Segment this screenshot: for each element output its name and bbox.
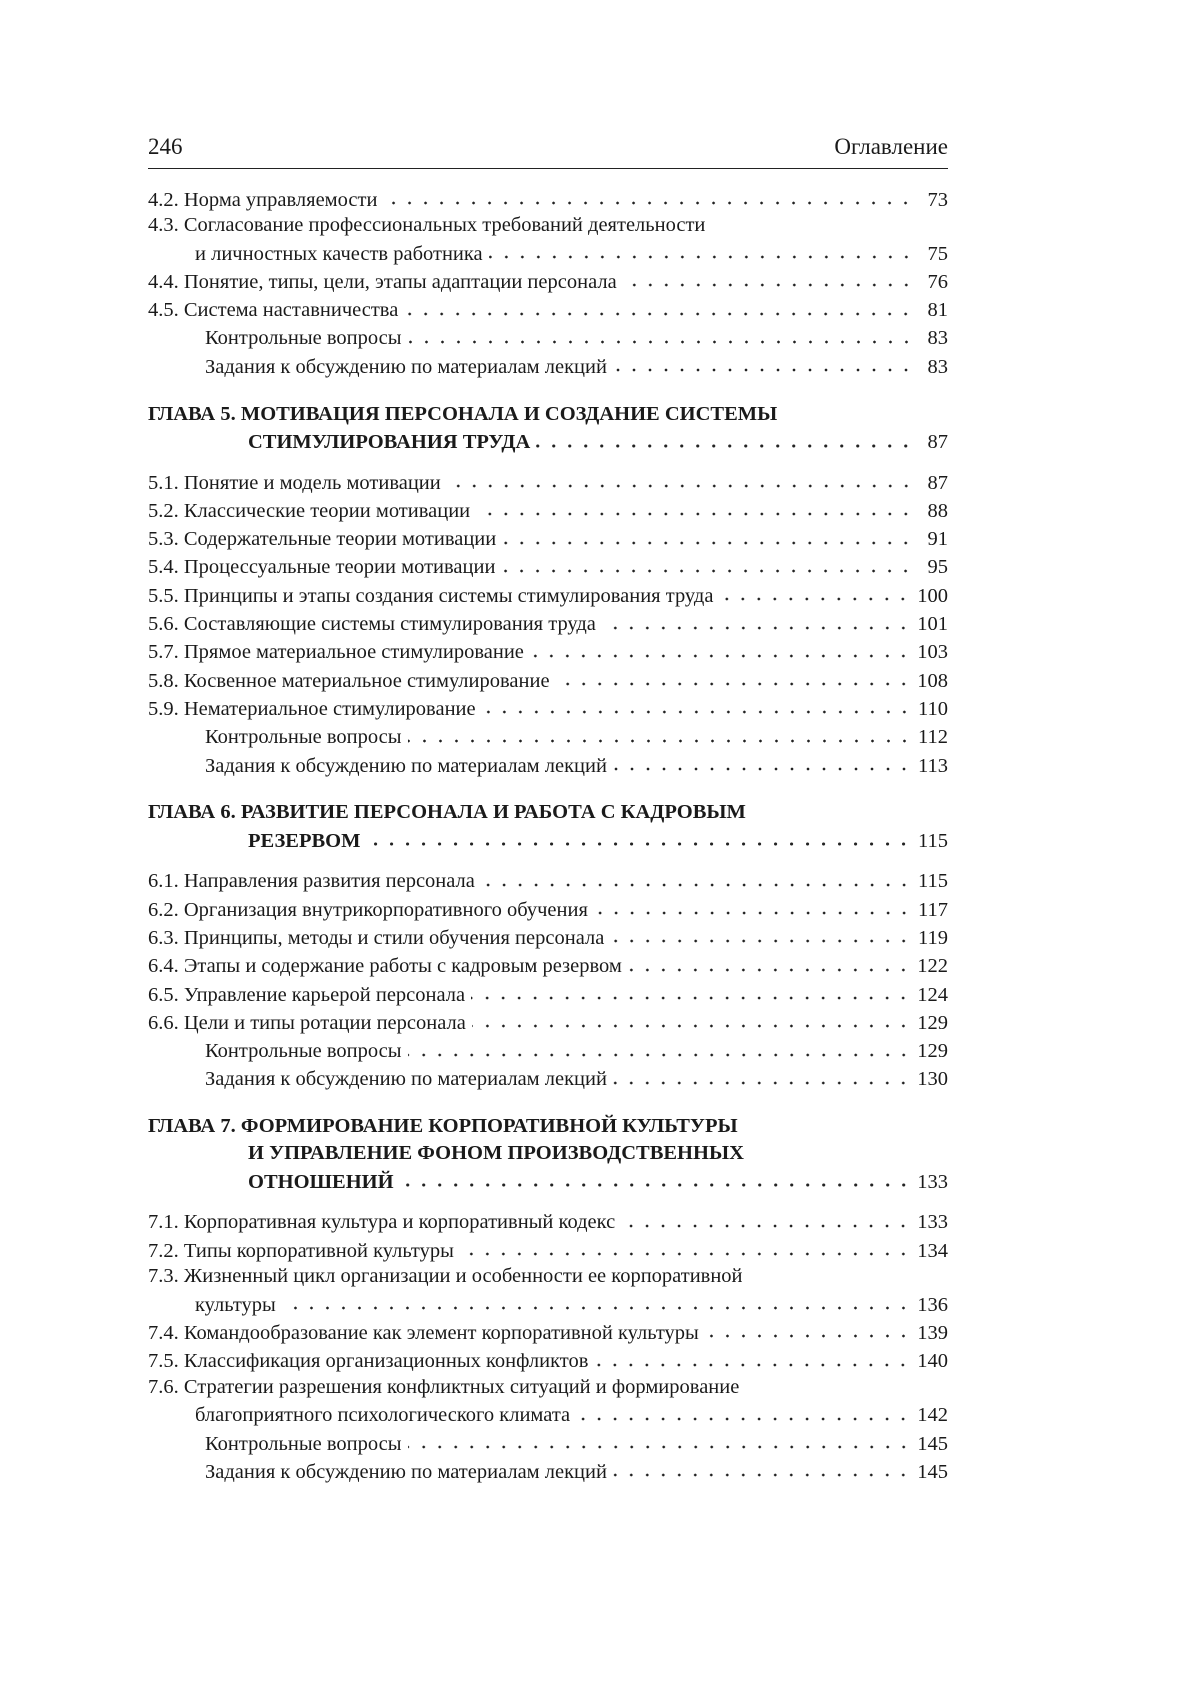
entry-title: 5.8. Косвенное материальное стимулирование xyxy=(148,669,550,692)
toc-line xyxy=(148,1008,948,1036)
dot-leader xyxy=(530,638,911,659)
toc-line xyxy=(148,1113,948,1140)
entry-page-number: 139 xyxy=(917,1321,948,1344)
entry-title: Контрольные вопросы xyxy=(205,1432,402,1455)
toc-entry xyxy=(148,468,948,496)
entry-page-number: 110 xyxy=(918,697,948,720)
toc-line xyxy=(148,1140,948,1167)
entry-page-number: 133 xyxy=(917,1211,948,1234)
entry-title: 6.3. Принципы, методы и стили обучения персонала xyxy=(148,926,605,949)
entry-title: ГЛАВА 7. ФОРМИРОВАНИЕ КОРПОРАТИВНОЙ КУЛЬТУРЫ xyxy=(148,1115,738,1138)
toc-line xyxy=(148,1290,948,1318)
toc-line xyxy=(148,799,948,826)
toc-line xyxy=(205,352,948,380)
entry-page-number: 113 xyxy=(918,754,948,777)
toc-line xyxy=(148,1167,948,1196)
toc-subitem xyxy=(148,1429,948,1457)
toc-entry xyxy=(148,1375,948,1429)
toc-entry xyxy=(148,638,948,666)
toc-subitem xyxy=(148,324,948,352)
entry-page-number: 108 xyxy=(917,669,948,692)
entry-page-number: 112 xyxy=(918,726,948,749)
dot-leader xyxy=(404,296,914,317)
dot-leader xyxy=(481,867,912,888)
toc-line xyxy=(148,895,948,923)
toc-line xyxy=(148,525,948,553)
entry-title: 6.4. Этапы и содержание работы с кадровым резервом xyxy=(148,955,622,978)
entry-title: И УПРАВЛЕНИЕ ФОНОМ ПРОИЗВОДСТВЕННЫХ xyxy=(248,1142,744,1165)
dot-leader xyxy=(576,1401,911,1422)
toc-entry xyxy=(148,213,948,267)
entry-page-number: 73 xyxy=(927,188,948,211)
dot-leader xyxy=(719,581,911,602)
dot-leader xyxy=(621,1208,911,1229)
toc-entry xyxy=(148,694,948,722)
entry-title: Контрольные вопросы xyxy=(205,1040,402,1063)
entry-title: 4.5. Система наставничества xyxy=(148,299,399,322)
entry-title: Контрольные вопросы xyxy=(205,726,402,749)
entry-title: 5.7. Прямое материальное стимулирование xyxy=(148,641,524,664)
toc-chapter xyxy=(148,799,948,855)
dot-leader xyxy=(366,826,912,847)
toc-line xyxy=(205,324,948,352)
entry-title: ОТНОШЕНИЙ xyxy=(248,1170,394,1193)
dot-leader xyxy=(476,496,914,517)
dot-leader xyxy=(613,751,912,772)
entry-page-number: 100 xyxy=(917,584,948,607)
toc-line xyxy=(148,666,948,694)
entry-page-number: 95 xyxy=(927,556,948,579)
entry-title: СТИМУЛИРОВАНИЯ ТРУДА xyxy=(248,431,531,454)
entry-title: 7.4. Командообразование как элемент корпоративной культуры xyxy=(148,1321,699,1344)
entry-page-number: 129 xyxy=(917,1011,948,1034)
toc-line xyxy=(148,296,948,324)
dot-leader xyxy=(613,352,914,373)
entry-title: 6.6. Цели и типы ротации персонала xyxy=(148,1011,466,1034)
toc-line xyxy=(148,581,948,609)
dot-leader xyxy=(705,1318,911,1339)
entry-page-number: 119 xyxy=(918,926,948,949)
toc-line xyxy=(205,723,948,751)
dot-leader xyxy=(447,468,914,489)
entry-title: Задания к обсуждению по материалам лекций xyxy=(205,355,607,378)
dot-leader xyxy=(610,923,912,944)
dot-leader xyxy=(408,324,914,345)
toc-entry xyxy=(148,1236,948,1264)
entry-title: 7.5. Классификация организационных конфликтов xyxy=(148,1350,589,1373)
toc-entry xyxy=(148,1208,948,1236)
toc-line xyxy=(148,980,948,1008)
dot-leader xyxy=(408,1037,912,1058)
entry-title: Задания к обсуждению по материалам лекций xyxy=(205,1068,607,1091)
toc-entry xyxy=(148,525,948,553)
dot-leader xyxy=(556,666,912,687)
entry-page-number: 115 xyxy=(918,870,948,893)
toc-line xyxy=(205,1429,948,1457)
entry-title: ГЛАВА 6. РАЗВИТИЕ ПЕРСОНАЛА И РАБОТА С КАДРОВЫМ xyxy=(148,801,746,824)
toc-line xyxy=(148,428,948,457)
dot-leader xyxy=(594,1347,911,1368)
toc-subitem xyxy=(148,1457,948,1485)
entry-page-number: 136 xyxy=(917,1293,948,1316)
dot-leader xyxy=(628,952,911,973)
toc-entry xyxy=(148,1008,948,1036)
toc-line xyxy=(148,401,948,428)
dot-leader xyxy=(613,1065,911,1086)
dot-leader xyxy=(408,1429,912,1450)
toc-entry xyxy=(148,867,948,895)
entry-page-number: 87 xyxy=(927,431,948,454)
toc-line xyxy=(148,1347,948,1375)
toc-line xyxy=(148,1375,948,1401)
toc-entry xyxy=(148,267,948,295)
entry-title: 6.5. Управление карьерой персонала xyxy=(148,983,466,1006)
toc-line xyxy=(148,638,948,666)
entry-title: 5.6. Составляющие системы стимулирования труда xyxy=(148,613,596,636)
entry-page-number: 129 xyxy=(917,1040,948,1063)
entry-page-number: 134 xyxy=(917,1239,948,1262)
toc-entry xyxy=(148,666,948,694)
entry-title: Задания к обсуждению по материалам лекций xyxy=(205,1460,607,1483)
entry-page-number: 145 xyxy=(917,1460,948,1483)
toc-line xyxy=(148,826,948,855)
toc-entry xyxy=(148,952,948,980)
entry-page-number: 101 xyxy=(917,613,948,636)
toc-line xyxy=(148,213,948,239)
entry-title: РЕЗЕРВОМ xyxy=(248,829,361,852)
running-header xyxy=(148,132,948,169)
toc-line xyxy=(148,923,948,951)
dot-leader xyxy=(460,1236,911,1257)
entry-page-number: 124 xyxy=(917,983,948,1006)
entry-title: 6.1. Направления развития персонала xyxy=(148,870,475,893)
entry-page-number: 88 xyxy=(927,499,948,522)
toc-entry xyxy=(148,296,948,324)
entry-title: Задания к обсуждению по материалам лекций xyxy=(205,754,607,777)
entry-title: 5.5. Принципы и этапы создания системы стимулирования труда xyxy=(148,584,714,607)
entry-title: культуры xyxy=(195,1293,276,1316)
toc-line xyxy=(148,1318,948,1346)
entry-page-number: 76 xyxy=(927,270,948,293)
toc-entry xyxy=(148,923,948,951)
toc-entry xyxy=(148,1318,948,1346)
toc-chapter xyxy=(148,1113,948,1196)
entry-page-number: 75 xyxy=(927,242,948,265)
entry-page-number: 133 xyxy=(917,1170,948,1193)
dot-leader xyxy=(594,895,912,916)
entry-title: ГЛАВА 5. МОТИВАЦИЯ ПЕРСОНАЛА И СОЗДАНИЕ СИСТЕМЫ xyxy=(148,402,778,425)
entry-title: благоприятного психологического климата xyxy=(195,1404,571,1427)
entry-title: и личностных качеств работника xyxy=(195,242,483,265)
entry-page-number: 91 xyxy=(927,528,948,551)
dot-leader xyxy=(383,185,914,206)
toc-entry xyxy=(148,895,948,923)
entry-page-number: 117 xyxy=(918,898,948,921)
toc-line xyxy=(205,1065,948,1093)
toc-entry xyxy=(148,980,948,1008)
entry-page-number: 103 xyxy=(917,641,948,664)
entry-page-number: 145 xyxy=(917,1432,948,1455)
toc-line xyxy=(205,1457,948,1485)
toc-entry xyxy=(148,496,948,524)
entry-page-number: 81 xyxy=(927,299,948,322)
entry-page-number: 115 xyxy=(918,829,948,852)
toc-entry xyxy=(148,185,948,213)
toc-entry xyxy=(148,581,948,609)
entry-title: 4.2. Норма управляемости xyxy=(148,188,378,211)
toc-line xyxy=(148,1401,948,1429)
toc-subitem xyxy=(148,1065,948,1093)
dot-leader xyxy=(613,1457,911,1478)
entry-title: 7.2. Типы корпоративной культуры xyxy=(148,1239,454,1262)
entry-title: 5.2. Классические теории мотивации xyxy=(148,499,471,522)
toc-subitem xyxy=(148,1037,948,1065)
toc-line xyxy=(148,496,948,524)
toc-chapter xyxy=(148,401,948,457)
entry-page-number: 140 xyxy=(917,1350,948,1373)
dot-leader xyxy=(400,1167,912,1188)
toc-line xyxy=(148,867,948,895)
entry-page-number: 83 xyxy=(927,327,948,350)
toc-entry xyxy=(148,553,948,581)
entry-title: 4.4. Понятие, типы, цели, этапы адаптации персонала xyxy=(148,270,617,293)
toc-line xyxy=(205,751,948,779)
dot-leader xyxy=(536,428,914,449)
dot-leader xyxy=(623,267,914,288)
entry-page-number: 87 xyxy=(927,471,948,494)
toc-line xyxy=(148,185,948,213)
entry-title: 5.1. Понятие и модель мотивации xyxy=(148,471,441,494)
toc-line xyxy=(148,952,948,980)
toc-line xyxy=(205,1037,948,1065)
toc-entry xyxy=(148,1347,948,1375)
toc-line xyxy=(148,239,948,267)
toc-line xyxy=(148,1264,948,1290)
entry-title: 5.4. Процессуальные теории мотивации xyxy=(148,556,496,579)
entry-title: 5.3. Содержательные теории мотивации xyxy=(148,528,497,551)
toc-entry xyxy=(148,610,948,638)
entry-title: 6.2. Организация внутрикорпоративного обучения xyxy=(148,898,588,921)
page-number: 246 xyxy=(148,134,183,159)
toc-line xyxy=(148,468,948,496)
dot-leader xyxy=(472,1008,911,1029)
dot-leader xyxy=(408,723,912,744)
entry-page-number: 130 xyxy=(917,1068,948,1091)
dot-leader xyxy=(489,239,914,260)
toc-line xyxy=(148,1208,948,1236)
toc-line xyxy=(148,267,948,295)
entry-page-number: 83 xyxy=(927,355,948,378)
dot-leader xyxy=(502,525,914,546)
entry-title: 7.3. Жизненный цикл организации и особенности ее корпоративной xyxy=(148,1265,743,1288)
toc-entry xyxy=(148,1264,948,1318)
dot-leader xyxy=(501,553,914,574)
entry-title: 7.6. Стратегии разрешения конфликтных ситуаций и формирование xyxy=(148,1376,740,1398)
table-of-contents xyxy=(148,185,948,1486)
toc-subitem xyxy=(148,723,948,751)
dot-leader xyxy=(471,980,911,1001)
entry-page-number: 142 xyxy=(917,1404,948,1427)
dot-leader xyxy=(482,694,912,715)
entry-title: 7.1. Корпоративная культура и корпоративный кодекс xyxy=(148,1211,616,1234)
entry-title: Контрольные вопросы xyxy=(205,327,402,350)
toc-subitem xyxy=(148,352,948,380)
toc-line xyxy=(148,1236,948,1264)
entry-page-number: 122 xyxy=(917,955,948,978)
toc-line xyxy=(148,694,948,722)
dot-leader xyxy=(602,610,911,631)
entry-title: 5.9. Нематериальное стимулирование xyxy=(148,697,476,720)
dot-leader xyxy=(282,1290,911,1311)
toc-subitem xyxy=(148,751,948,779)
toc-line xyxy=(148,553,948,581)
entry-title: 4.3. Согласование профессиональных требований деятельности xyxy=(148,214,706,237)
running-title: Оглавление xyxy=(834,134,948,159)
toc-line xyxy=(148,610,948,638)
